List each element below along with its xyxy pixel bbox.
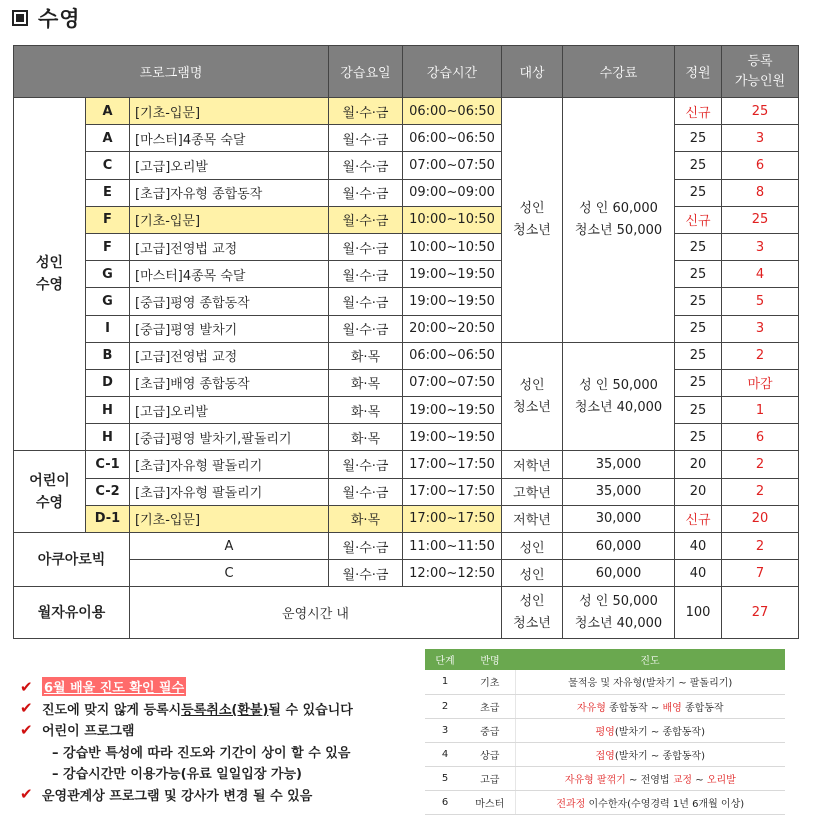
capacity-cell: 신규: [675, 98, 722, 125]
class-day: 월·수·금: [329, 98, 403, 125]
class-day: 월·수·금: [329, 233, 403, 260]
class-code: I: [86, 315, 130, 342]
available-cell: 2: [722, 342, 799, 369]
class-code: G: [86, 288, 130, 315]
class-time: 10:00~10:50: [403, 206, 502, 233]
available-cell: 마감: [722, 369, 799, 396]
page-title: 수영: [38, 7, 81, 31]
group-aquarobic: 아쿠아로빅: [14, 533, 130, 587]
fee-cell: 성 인 50,000 청소년 40,000: [563, 587, 675, 639]
class-time: 12:00~12:50: [403, 560, 502, 587]
checkmark-icon: ✔: [20, 785, 33, 804]
class-day: 화·목: [329, 505, 403, 532]
progress-class: 기초: [465, 670, 515, 694]
table-row: [14, 125, 799, 152]
class-time: 20:00~20:50: [403, 315, 502, 342]
capacity-cell: 25: [675, 233, 722, 260]
available-cell: 5: [722, 288, 799, 315]
class-code: B: [86, 342, 130, 369]
page-title-block: [12, 3, 81, 33]
group-adult-swim: 성인 수영: [14, 98, 86, 451]
program-name: [마스터]4종목 숙달: [130, 125, 329, 152]
class-day: 월·수·금: [329, 478, 403, 505]
header-fee: 수강료: [563, 46, 675, 98]
checkmark-icon: ✔: [20, 720, 33, 739]
table-row: [14, 560, 799, 587]
progress-row: [425, 718, 785, 742]
capacity-cell: 25: [675, 179, 722, 206]
progress-header-step: 단계: [425, 649, 465, 670]
class-day: 화·목: [329, 342, 403, 369]
class-time: 06:00~06:50: [403, 125, 502, 152]
progress-desc: 전과정 이수한자(수영경력 1년 6개월 이상): [515, 790, 785, 814]
fee-cell: 60,000: [563, 533, 675, 560]
target-cell: 저학년: [502, 451, 563, 478]
progress-class: 고급: [465, 766, 515, 790]
capacity-cell: 25: [675, 342, 722, 369]
available-cell: 1: [722, 397, 799, 424]
fee-cell: 30,000: [563, 505, 675, 532]
class-day: 월·수·금: [329, 125, 403, 152]
class-code: A: [86, 98, 130, 125]
program-name: [중급]평영 발차기: [130, 315, 329, 342]
capacity-cell: 20: [675, 478, 722, 505]
target-cell: 성인: [502, 533, 563, 560]
notice-subitem: – 강습반 특성에 따라 진도와 기간이 상이 할 수 있음: [52, 745, 351, 761]
header-time: 강습시간: [403, 46, 502, 98]
capacity-cell: 40: [675, 533, 722, 560]
class-time: 11:00~11:50: [403, 533, 502, 560]
table-row: [14, 424, 799, 451]
header-day: 강습요일: [329, 46, 403, 98]
program-name: [기초-입문]: [130, 98, 329, 125]
table-row: [14, 206, 799, 233]
table-row: [14, 369, 799, 396]
notice-item: ✔ 6월 배울 진도 확인 필수: [20, 677, 185, 697]
target-cell: 성인 청소년: [502, 342, 563, 451]
table-header-row: [14, 46, 799, 98]
progress-table: [425, 649, 785, 815]
square-bullet-icon: [12, 10, 28, 26]
capacity-cell: 25: [675, 125, 722, 152]
capacity-cell: 신규: [675, 206, 722, 233]
class-time: 07:00~07:50: [403, 369, 502, 396]
class-day: 월·수·금: [329, 560, 403, 587]
progress-row: [425, 790, 785, 814]
class-day: 월·수·금: [329, 533, 403, 560]
target-cell: 성인 청소년: [502, 587, 563, 639]
group-kids-swim: 어린이 수영: [14, 451, 86, 533]
target-cell: 성인: [502, 560, 563, 587]
capacity-cell: 25: [675, 288, 722, 315]
target-cell: 고학년: [502, 478, 563, 505]
progress-header-row: [425, 649, 785, 670]
program-name: [중급]평영 종합동작: [130, 288, 329, 315]
progress-header-class: 반명: [465, 649, 515, 670]
table-row: [14, 505, 799, 532]
class-code: C-2: [86, 478, 130, 505]
class-day: 월·수·금: [329, 152, 403, 179]
fee-cell: 35,000: [563, 451, 675, 478]
capacity-cell: 신규: [675, 505, 722, 532]
capacity-cell: 40: [675, 560, 722, 587]
target-cell: 저학년: [502, 505, 563, 532]
table-row: [14, 98, 799, 125]
table-row: [14, 152, 799, 179]
notice-item: ✔ 운영관계상 프로그램 및 강사가 변경 될 수 있음: [20, 785, 313, 804]
header-capacity: 정원: [675, 46, 722, 98]
header-target: 대상: [502, 46, 563, 98]
class-time: 10:00~10:50: [403, 233, 502, 260]
available-cell: 2: [722, 533, 799, 560]
progress-class: 마스터: [465, 790, 515, 814]
program-name: [기초-입문]: [130, 206, 329, 233]
program-name: [초급]자유형 종합동작: [130, 179, 329, 206]
class-code: D: [86, 369, 130, 396]
table-row: [14, 533, 799, 560]
table-row: [14, 451, 799, 478]
available-cell: 3: [722, 315, 799, 342]
class-day: 월·수·금: [329, 261, 403, 288]
class-code: G: [86, 261, 130, 288]
table-row: [14, 397, 799, 424]
fee-cell: 성 인 50,000 청소년 40,000: [563, 342, 675, 451]
available-cell: 3: [722, 125, 799, 152]
progress-header-progress: 진도: [515, 649, 785, 670]
program-name: [마스터]4종목 숙달: [130, 261, 329, 288]
capacity-cell: 25: [675, 261, 722, 288]
program-name: [고급]오리발: [130, 397, 329, 424]
available-cell: 7: [722, 560, 799, 587]
notice-item: ✔ 어린이 프로그램: [20, 720, 135, 740]
notice-list: [20, 676, 420, 805]
monthly-desc: 운영시간 내: [130, 587, 502, 639]
class-code: H: [86, 424, 130, 451]
class-day: 월·수·금: [329, 206, 403, 233]
available-cell: 25: [722, 98, 799, 125]
available-cell: 3: [722, 233, 799, 260]
class-day: 화·목: [329, 369, 403, 396]
available-cell: 6: [722, 152, 799, 179]
class-code: C-1: [86, 451, 130, 478]
class-code: D-1: [86, 505, 130, 532]
table-row: [14, 261, 799, 288]
class-day: 월·수·금: [329, 179, 403, 206]
notice-subitem: – 강습시간만 이용가능(유료 일일입장 가능): [52, 767, 302, 783]
program-name: [초급]자유형 팔돌리기: [130, 478, 329, 505]
progress-desc: 자유형 종합동작 ~ 배영 종합동작: [515, 694, 785, 718]
progress-step: 2: [425, 694, 465, 718]
class-time: 19:00~19:50: [403, 397, 502, 424]
fee-cell: 성 인 60,000 청소년 50,000: [563, 98, 675, 343]
class-time: 07:00~07:50: [403, 152, 502, 179]
header-program: 프로그램명: [14, 46, 329, 98]
class-time: 09:00~09:00: [403, 179, 502, 206]
class-time: 17:00~17:50: [403, 505, 502, 532]
progress-desc: 물적응 및 자유형(발차기 ~ 팔돌리기): [515, 670, 785, 694]
progress-row: [425, 694, 785, 718]
progress-class: 중급: [465, 718, 515, 742]
progress-desc: 자유형 팔꺾기 ~ 전영법 교정 ~ 오리발: [515, 766, 785, 790]
capacity-cell: 25: [675, 152, 722, 179]
available-cell: 25: [722, 206, 799, 233]
program-name: [기초-입문]: [130, 505, 329, 532]
checkmark-icon: ✔: [20, 677, 33, 696]
class-day: 월·수·금: [329, 315, 403, 342]
class-time: 19:00~19:50: [403, 424, 502, 451]
capacity-cell: 25: [675, 369, 722, 396]
class-code: C: [130, 560, 329, 587]
class-time: 06:00~06:50: [403, 342, 502, 369]
table-row: [14, 342, 799, 369]
progress-desc: 접영(발차기 ~ 종합동작): [515, 742, 785, 766]
progress-class: 상급: [465, 742, 515, 766]
table-row: [14, 288, 799, 315]
program-name: [초급]자유형 팔돌리기: [130, 451, 329, 478]
capacity-cell: 20: [675, 451, 722, 478]
progress-step: 5: [425, 766, 465, 790]
class-code: A: [130, 533, 329, 560]
group-monthly: 월자유이용: [14, 587, 130, 639]
class-code: C: [86, 152, 130, 179]
class-code: F: [86, 206, 130, 233]
available-cell: 2: [722, 478, 799, 505]
fee-cell: 35,000: [563, 478, 675, 505]
header-available: 등록 가능인원: [722, 46, 799, 98]
program-name: [고급]오리발: [130, 152, 329, 179]
table-row: [14, 587, 799, 639]
progress-step: 1: [425, 670, 465, 694]
program-name: [고급]전영법 교정: [130, 342, 329, 369]
class-day: 화·목: [329, 397, 403, 424]
class-time: 06:00~06:50: [403, 98, 502, 125]
capacity-cell: 25: [675, 424, 722, 451]
notice-item: ✔ 진도에 맞지 않게 등록시 등록취소(환불) 될 수 있습니다: [20, 699, 353, 718]
class-code: F: [86, 233, 130, 260]
available-cell: 4: [722, 261, 799, 288]
checkmark-icon: ✔: [20, 699, 33, 718]
program-name: [중급]평영 발차기,팔돌리기: [130, 424, 329, 451]
progress-step: 6: [425, 790, 465, 814]
capacity-cell: 25: [675, 397, 722, 424]
class-time: 19:00~19:50: [403, 288, 502, 315]
class-time: 17:00~17:50: [403, 451, 502, 478]
program-name: [고급]전영법 교정: [130, 233, 329, 260]
available-cell: 8: [722, 179, 799, 206]
table-row: [14, 233, 799, 260]
fee-cell: 60,000: [563, 560, 675, 587]
capacity-cell: 100: [675, 587, 722, 639]
progress-row: [425, 742, 785, 766]
class-code: E: [86, 179, 130, 206]
program-name: [초급]배영 종합동작: [130, 369, 329, 396]
progress-row: [425, 766, 785, 790]
available-cell: 2: [722, 451, 799, 478]
table-row: [14, 315, 799, 342]
class-day: 화·목: [329, 424, 403, 451]
progress-class: 초급: [465, 694, 515, 718]
available-cell: 6: [722, 424, 799, 451]
table-row: [14, 179, 799, 206]
class-time: 19:00~19:50: [403, 261, 502, 288]
progress-step: 4: [425, 742, 465, 766]
progress-step: 3: [425, 718, 465, 742]
available-cell: 27: [722, 587, 799, 639]
class-code: H: [86, 397, 130, 424]
available-cell: 20: [722, 505, 799, 532]
class-day: 월·수·금: [329, 451, 403, 478]
capacity-cell: 25: [675, 315, 722, 342]
progress-desc: 평영(발차기 ~ 종합동작): [515, 718, 785, 742]
target-cell: 성인 청소년: [502, 98, 563, 343]
class-time: 17:00~17:50: [403, 478, 502, 505]
table-row: [14, 478, 799, 505]
class-code: A: [86, 125, 130, 152]
schedule-table: [13, 45, 799, 639]
progress-row: [425, 670, 785, 694]
class-day: 월·수·금: [329, 288, 403, 315]
